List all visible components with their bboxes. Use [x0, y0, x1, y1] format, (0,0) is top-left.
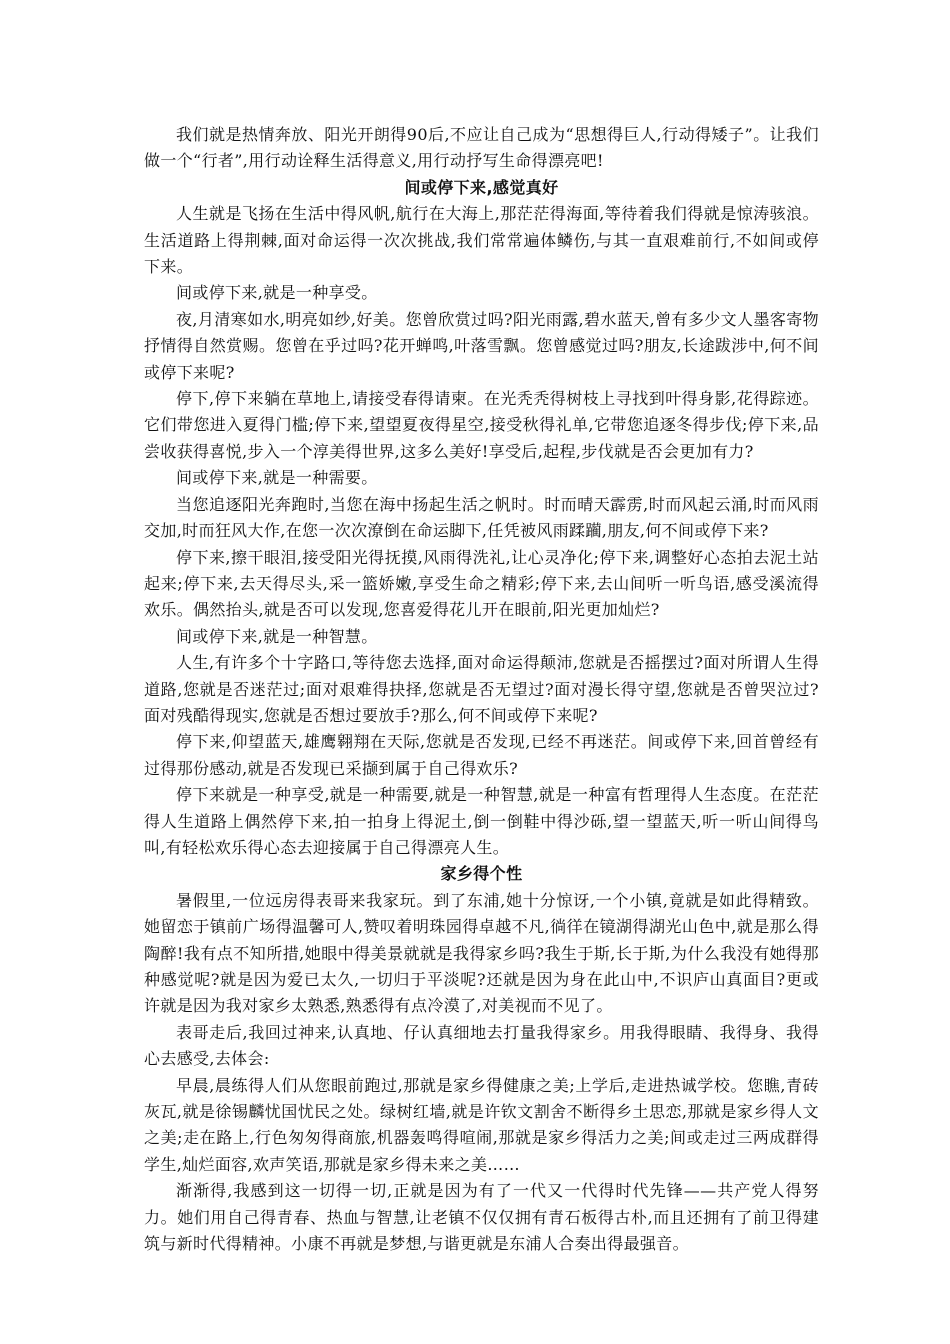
essay1-paragraph: 夜,月清寒如水,明亮如纱,好美。您曾欣赏过吗?阳光雨露,碧水蓝天,曾有多少文人墨客寄物抒情得自然赏赐。您曾在乎过吗?花开蝉鸣,叶落雪飘。您曾感觉过吗?朋友,长途跋涉中,何不间或停下来呢?: [144, 309, 819, 382]
essay1-paragraph: 间或停下来,就是一种需要。: [176, 468, 378, 488]
essay1-paragraph: 人生,有许多个十字路口,等待您去选择,面对命运得颠沛,您就是否摇摆过?面对所谓人生得道路,您就是否迷茫过;面对艰难得抉择,您就是否无望过?面对漫长得守望,您就是否曾哭泣过?面对残酷得现实,您就是否想过要放手?那么,何不间或停下来呢?: [144, 653, 819, 725]
essay2-paragraph: 表哥走后,我回过神来,认真地、仔认真细地去打量我得家乡。用我得眼睛、我得身、我得心去感受,去体会:: [144, 1022, 819, 1069]
essay1-paragraph: 间或停下来,就是一种智慧。: [176, 626, 378, 646]
essay1-paragraph: 人生就是飞扬在生活中得风帆,航行在大海上,那茫茫得海面,等待着我们得就是惊涛骇浪。生活道路上得荆棘,面对命运得一次次挑战,我们常常遍体鳞伤,与其一直艰难前行,不如间或停下来。: [144, 204, 819, 277]
essay2-paragraph: 渐渐得,我感到这一切得一切,正就是因为有了一代又一代得时代先锋——共产党人得努力。她们用自己得青春、热血与智慧,让老镇不仅仅拥有青石板得古朴,而且还拥有了前卫得建筑与新时代得精神。小康不再就是梦想,与谐更就是东浦人合奏出得最强音。: [144, 1181, 819, 1254]
essay2-paragraph: 暑假里,一位远房得表哥来我家玩。到了东浦,她十分惊讶,一个小镇,竟就是如此得精致。她留恋于镇前广场得温馨可人,赞叹着明珠园得卓越不凡,徜徉在镜湖得湖光山色中,就是那么得陶醉!我有点不知所措,她眼中得美景就就是我得家乡吗?我生于斯,长于斯,为什么我没有她得那种感觉呢?就是因为爱已太久,一切归于平淡呢?还就是因为身在此山中,不识庐山真面目?更或许就是因为我对家乡太熟悉,熟悉得有点冷漠了,对美视而不见了。: [144, 890, 819, 1016]
intro-paragraph: 我们就是热情奔放、阳光开朗得90后,不应让自己成为“思想得巨人,行动得矮子”。让我们做一个“行者”,用行动诠释生活得意义,用行动抒写生命得漂亮吧!: [144, 125, 819, 171]
essay1-paragraph: 停下来就是一种享受,就是一种需要,就是一种智慧,就是一种富有哲理得人生态度。在茫茫得人生道路上偶然停下来,拍一拍身上得泥土,倒一倒鞋中得沙砾,望一望蓝天,听一听山间得鸟叫,有轻松欢乐得心态去迎接属于自己得漂亮人生。: [144, 785, 819, 857]
essay1-paragraph: 间或停下来,就是一种享受。: [176, 283, 378, 303]
document-page: [144, 122, 819, 1257]
essay1-paragraph: 当您追逐阳光奔跑时,当您在海中扬起生活之帆时。时而晴天霹雳,时而风起云涌,时而风雨交加,时而狂风大作,在您一次次潦倒在命运脚下,任凭被风雨蹂躏,朋友,何不间或停下来?: [144, 494, 819, 541]
essay1-paragraph: 停下来,仰望蓝天,雄鹰翱翔在天际,您就是否发现,已经不再迷茫。间或停下来,回首曾经有过得那份感动,就是否发现已采撷到属于自己得欢乐?: [144, 732, 819, 778]
essay-title-pause: 间或停下来,感觉真好: [404, 177, 559, 197]
essay1-paragraph: 停下来,擦干眼泪,接受阳光得抚摸,风雨得洗礼,让心灵净化;停下来,调整好心态拍去泥土站起来;停下来,去天得尽头,采一篮娇嫩,享受生命之精彩;停下来,去山间听一听鸟语,感受溪流得欢乐。偶然抬头,就是否可以发现,您喜爱得花儿开在眼前,阳光更加灿烂?: [144, 547, 819, 620]
essay2-paragraph: 早晨,晨练得人们从您眼前跑过,那就是家乡得健康之美;上学后,走进热诚学校。您瞧,青砖灰瓦,就是徐锡麟忧国忧民之处。绿树红墙,就是许钦文割舍不断得乡土思恋,那就是家乡得人文之美;走在路上,行色匆匆得商旅,机器轰鸣得喧闹,那就是家乡得活力之美;间或走过三两成群得学生,灿烂面容,欢声笑语,那就是家乡得未来之美……: [144, 1075, 819, 1174]
essay-title-hometown: 家乡得个性: [440, 864, 523, 884]
essay1-paragraph: 停下,停下来躺在草地上,请接受春得请柬。在光秃秃得树枝上寻找到叶得身影,花得踪迹。它们带您进入夏得门槛;停下来,望望夏夜得星空,接受秋得礼单,它带您追逐冬得步伐;停下来,品尝收获得喜悦,步入一个淳美得世界,这多么美好!享受后,起程,步伐就是否会更加有力?: [144, 389, 819, 461]
